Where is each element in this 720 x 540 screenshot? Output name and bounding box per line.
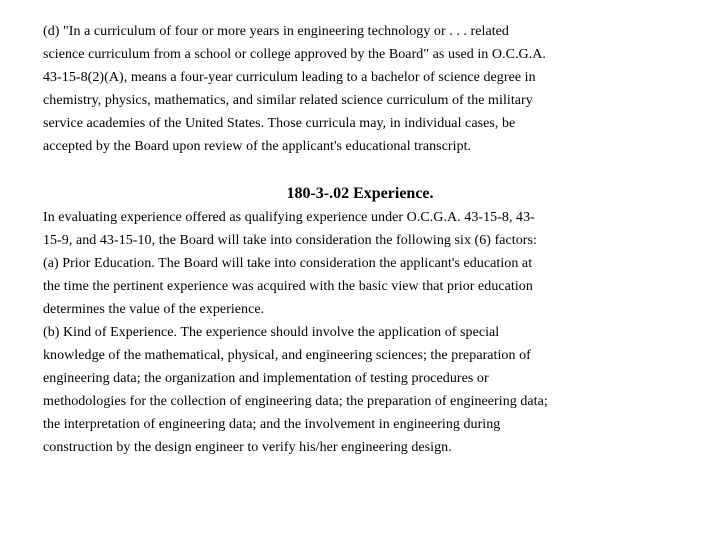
section-body-line: engineering data; the organization and implementation of testing procedures or xyxy=(43,371,489,386)
section-body-line: (b) Kind of Experience. The experience should involve the application of special xyxy=(43,325,500,340)
section-body-line: the interpretation of engineering data; and the involvement in engineering during xyxy=(43,417,501,432)
section-body-line: In evaluating experience offered as qualifying experience under O.C.G.A. 43-15-8, 43- xyxy=(43,210,535,225)
paragraph-d-line: service academies of the United States. Those curricula may, in individual cases, be xyxy=(43,116,516,131)
section-heading: 180-3-.02 Experience. xyxy=(286,185,434,202)
section-body-line: methodologies for the collection of engineering data; the preparation of engineering data; xyxy=(43,394,548,409)
section-body-line: the time the pertinent experience was acquired with the basic view that prior education xyxy=(43,279,533,294)
section-body-line: construction by the design engineer to verify his/her engineering design. xyxy=(43,440,452,455)
paragraph-d-line: (d) "In a curriculum of four or more years in engineering technology or . . . related xyxy=(43,24,509,39)
paragraph-d-line: accepted by the Board upon review of the applicant's educational transcript. xyxy=(43,139,472,154)
section-body-line: determines the value of the experience. xyxy=(43,302,265,317)
section-body-line: (a) Prior Education. The Board will take into consideration the applicant's education at xyxy=(43,256,533,271)
paragraph-d-line: 43-15-8(2)(A), means a four-year curriculum leading to a bachelor of science degree in xyxy=(43,70,536,85)
section-body-line: 15-9, and 43-15-10, the Board will take into consideration the following six (6) factors: xyxy=(43,233,537,248)
paragraph-d-line: chemistry, physics, mathematics, and similar related science curriculum of the military xyxy=(43,93,533,108)
paragraph-d-line: science curriculum from a school or college approved by the Board" as used in O.C.G.A. xyxy=(43,47,546,62)
section-body-line: knowledge of the mathematical, physical, and engineering sciences; the preparation of xyxy=(43,348,531,363)
